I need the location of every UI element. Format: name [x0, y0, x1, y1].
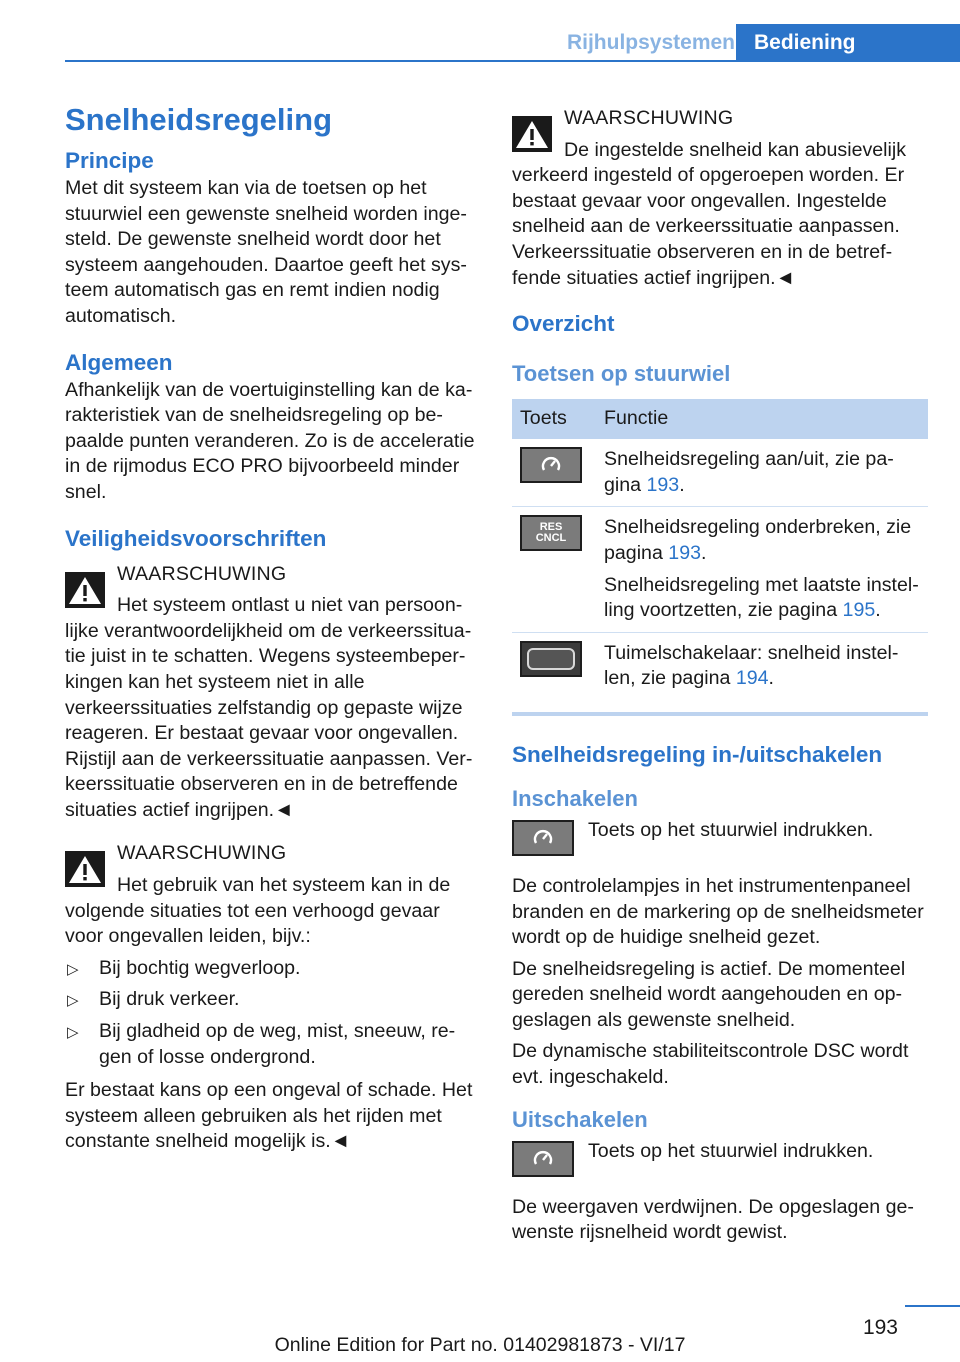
warning-triangle-icon: [65, 572, 105, 608]
rocker-switch-icon: [520, 641, 582, 677]
veiligheid-heading: Veiligheidsvoorschriften: [65, 525, 327, 551]
warning-text: De ingestelde snelheid kan abusievelijk verkeerd ingesteld of opgeroepen worden. Er bestaat gevaar voor ongevallen. Ingestelde snelheid aan de verkeerssituatie aanpassen. Verkeerssituatie observeren en in de betreffende situaties actief ingrijpen.◄: [512, 138, 907, 289]
algemeen-heading: Algemeen: [65, 349, 173, 375]
inschakelen-text: De dynamische stabiliteitscontrole DSC wordt evt. ingeschakeld.: [512, 1040, 909, 1089]
overzicht-heading: Overzicht: [512, 311, 615, 337]
cruise-control-icon: [520, 447, 582, 483]
warning-text: Het systeem ontlast u niet van persoonlijke verantwoordelijkheid om de verkeerssituatie juist in te schatten. Wegens systeembeperkingen kan het systeem niet in alle verkeerssituaties zelfstandig op gepaste wijze reageren. Er bestaat gevaar voor ongevallen. Rijstijl aan de verkeerssituatie aanpassen. Verkeerssituatie observeren en in de betreffende situaties actief ingrijpen.◄: [65, 594, 473, 821]
inschakelen-text: De controlelampjes in het instrumentenpaneel branden en de markering op de snelheidsmeter wordt op de huidige snelheid gezet.: [512, 874, 924, 949]
warning-label: WAARSCHUWING: [564, 107, 734, 129]
warning-label: WAARSCHUWING: [117, 562, 287, 585]
toetsen-heading: Toetsen op stuurwiel: [512, 361, 731, 387]
bullet-triangle-icon: ▷: [67, 960, 79, 978]
table-row: [512, 632, 928, 714]
page-link[interactable]: 194: [735, 667, 769, 690]
keys-table: [512, 399, 928, 716]
inuit-heading: Snelheidsregeling in-/uitschakelen: [512, 741, 883, 767]
table-row: [512, 439, 928, 507]
algemeen-text: Afhankelijk van de voertuiginstelling kan de karakteristiek van de snelheidsregeling op bepaalde punten veranderen. Zo is de acceleratie in de rijmodus ECO PRO bijvoorbeeld minder snel.: [65, 378, 475, 503]
warning-text: Het gebruik van het systeem kan in de volgende situaties tot een verhoogd gevaar voor ongevallen leiden, bijv.:: [65, 874, 451, 948]
table-header-cell: Functie: [596, 399, 928, 439]
warning-label: WAARSCHUWING: [117, 842, 287, 865]
table-cell: Snelheidsregeling onderbreken, zie pagina 193. Snelheidsregeling met laatste instelling voortzetten, zie pagina 195.: [596, 507, 928, 632]
table-cell: Snelheidsregeling aan/uit, zie pagina 193.: [596, 439, 928, 507]
page-link[interactable]: 193: [646, 473, 680, 496]
uitschakelen-heading: Uitschakelen: [512, 1106, 648, 1132]
table-cell: [512, 439, 596, 507]
key-instruction-text: Toets op het stuurwiel indrukken.: [588, 1139, 874, 1162]
list-item: ▷ Bij bochtig wegverloop.: [65, 956, 481, 982]
key-instruction-text: Toets op het stuurwiel indrukken.: [588, 818, 874, 841]
list-item: ▷ Bij druk verkeer.: [65, 987, 481, 1013]
cruise-control-icon: [512, 1141, 574, 1177]
page-title: Snelheidsregeling: [65, 102, 333, 137]
page-number-rule: [905, 1305, 960, 1307]
warning-end-text: Er bestaat kans op een ongeval of schade. Het systeem alleen gebruiken als het rijden met constante snelheid mogelijk is.◄: [65, 1079, 473, 1153]
table-cell: Tuimelschakelaar: snelheid instellen, zie pagina 194.: [596, 632, 928, 714]
table-row: [512, 507, 928, 632]
bullet-triangle-icon: ▷: [67, 1024, 79, 1042]
key-instruction: [512, 818, 928, 858]
principe-text: Met dit systeem kan via de toetsen op het stuurwiel een gewenste snelheid worden ingesteld. De gewenste snelheid wordt door het systeem aangehouden. Daartoe geeft het systeem automatisch gas en remt indien nodig automatisch.: [65, 177, 467, 327]
list-item: ▷ Bij gladheid op de weg, mist, sneeuw, regen of losse ondergrond.: [67, 1020, 456, 1068]
key-instruction: [512, 1139, 928, 1179]
res-cncl-icon: RES CNCL: [520, 515, 582, 551]
header-section: Rijhulpsystemen: [566, 31, 736, 54]
warning-block: [65, 841, 481, 949]
inschakelen-text: De snelheidsregeling is actief. De momenteel gereden snelheid wordt aangehouden en opgeslagen als gewenste snelheid.: [512, 957, 906, 1031]
right-column: [512, 104, 928, 1252]
bullet-triangle-icon: ▷: [67, 992, 79, 1010]
table-header-row: [512, 399, 928, 439]
table-cell: [512, 507, 596, 632]
uitschakelen-text: De weergaven verdwijnen. De opgeslagen gewenste rijsnelheid wordt gewist.: [512, 1195, 914, 1244]
header-tab: Bediening: [736, 24, 960, 62]
warning-block: [65, 562, 481, 824]
table-header-cell: Toets: [512, 399, 596, 439]
cruise-control-icon: [512, 820, 574, 856]
left-column: [65, 98, 481, 1161]
inschakelen-heading: Inschakelen: [512, 785, 638, 811]
table-cell: [512, 632, 596, 714]
header-rule: [65, 60, 960, 62]
page-link[interactable]: 195: [842, 599, 876, 622]
page-link[interactable]: 193: [668, 541, 701, 564]
page-number: 193: [862, 1316, 898, 1339]
principe-heading: Principe: [65, 148, 154, 173]
warning-triangle-icon: [65, 851, 105, 887]
warning-triangle-icon: [512, 116, 552, 152]
footer: Online Edition for Part no. 01402981873 - VI/17: [274, 1334, 686, 1356]
situations-list: [65, 956, 481, 1070]
warning-block: [512, 106, 928, 291]
